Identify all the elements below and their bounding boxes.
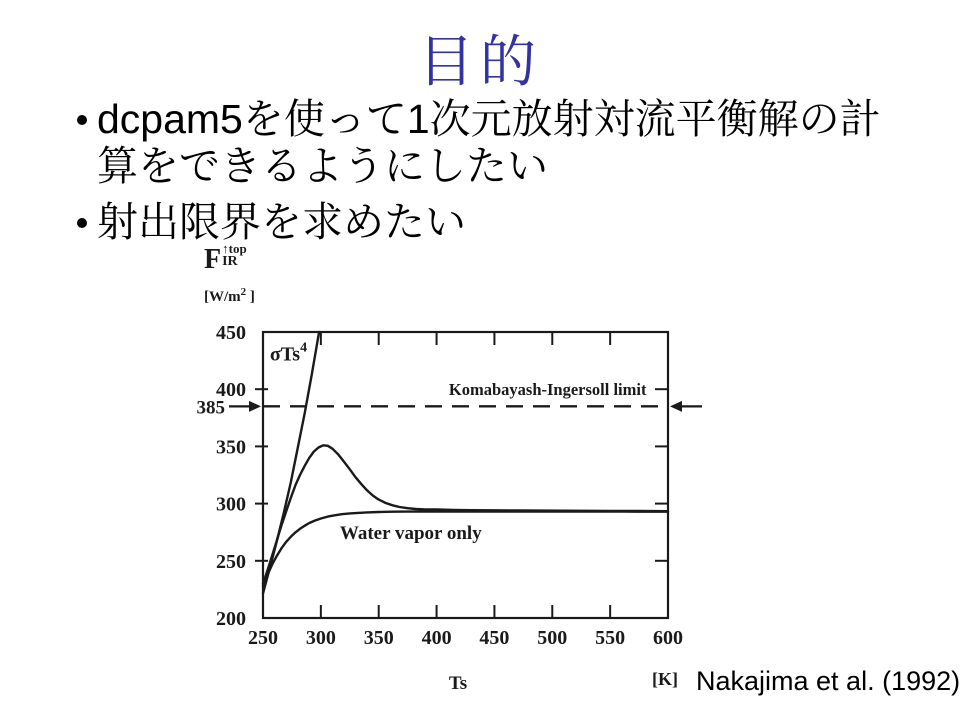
bullet-dot: [77, 218, 87, 228]
ki-limit-label: Komabayash-Ingersoll limit: [448, 379, 647, 399]
flux-superscript: top: [228, 241, 247, 256]
water-vapor-only-label: Water vapor only: [339, 523, 482, 545]
y-axis-tick-label: 450: [216, 322, 246, 344]
x-axis-label: Ts: [448, 673, 468, 694]
figure-caption: Nakajima et al. (1992): [696, 666, 960, 696]
chart-svg: [180, 228, 790, 703]
y-axis-tick-label: 300: [216, 493, 246, 516]
y-axis-tick-label: 200: [216, 608, 246, 630]
x-axis-tick-label: 500: [537, 627, 568, 649]
unit-exponent: 2: [240, 286, 247, 298]
y-axis-tick-label: 350: [216, 436, 246, 459]
plot-frame: [263, 332, 668, 618]
bullet-text: 射出限界を求めたい: [97, 199, 466, 245]
slide-title: 目的: [418, 30, 542, 93]
right-pointing-arrow-icon: [249, 401, 261, 412]
unit-close: ]: [246, 289, 255, 305]
x-axis-tick-label: 550: [595, 627, 626, 649]
y-axis-tick-label: 250: [216, 550, 246, 573]
flux-symbol: F: [204, 244, 222, 275]
x-axis-tick-label: 600: [653, 627, 683, 649]
x-axis-tick-label: 450: [479, 627, 510, 649]
x-axis-tick-label: 250: [248, 627, 278, 649]
series-curve-1: [263, 445, 668, 583]
up-arrow-icon: ↑: [222, 241, 229, 256]
unit-base: [W/m: [204, 289, 241, 305]
sigma-ts4-label: σTs$^4$: [269, 340, 308, 366]
left-pointing-arrow-icon: [670, 401, 682, 412]
flux-subscript: IR: [222, 254, 238, 269]
x-axis-unit-label: [K]: [652, 669, 678, 689]
x-axis-tick-label: 350: [363, 627, 394, 649]
x-axis-tick-label: 400: [421, 627, 452, 649]
bullet-text: dcpam5を使って1次元放射対流平衡解の計算をできるようにしたい: [97, 96, 881, 189]
x-axis-tick-label: 300: [305, 627, 336, 649]
ref-line-value-label: 385: [196, 397, 225, 419]
figure-nakajima-chart: [180, 228, 790, 703]
y-axis-tick-label: 400: [216, 379, 246, 402]
bullet-item: [77, 96, 917, 190]
bullet-dot: [77, 115, 87, 125]
